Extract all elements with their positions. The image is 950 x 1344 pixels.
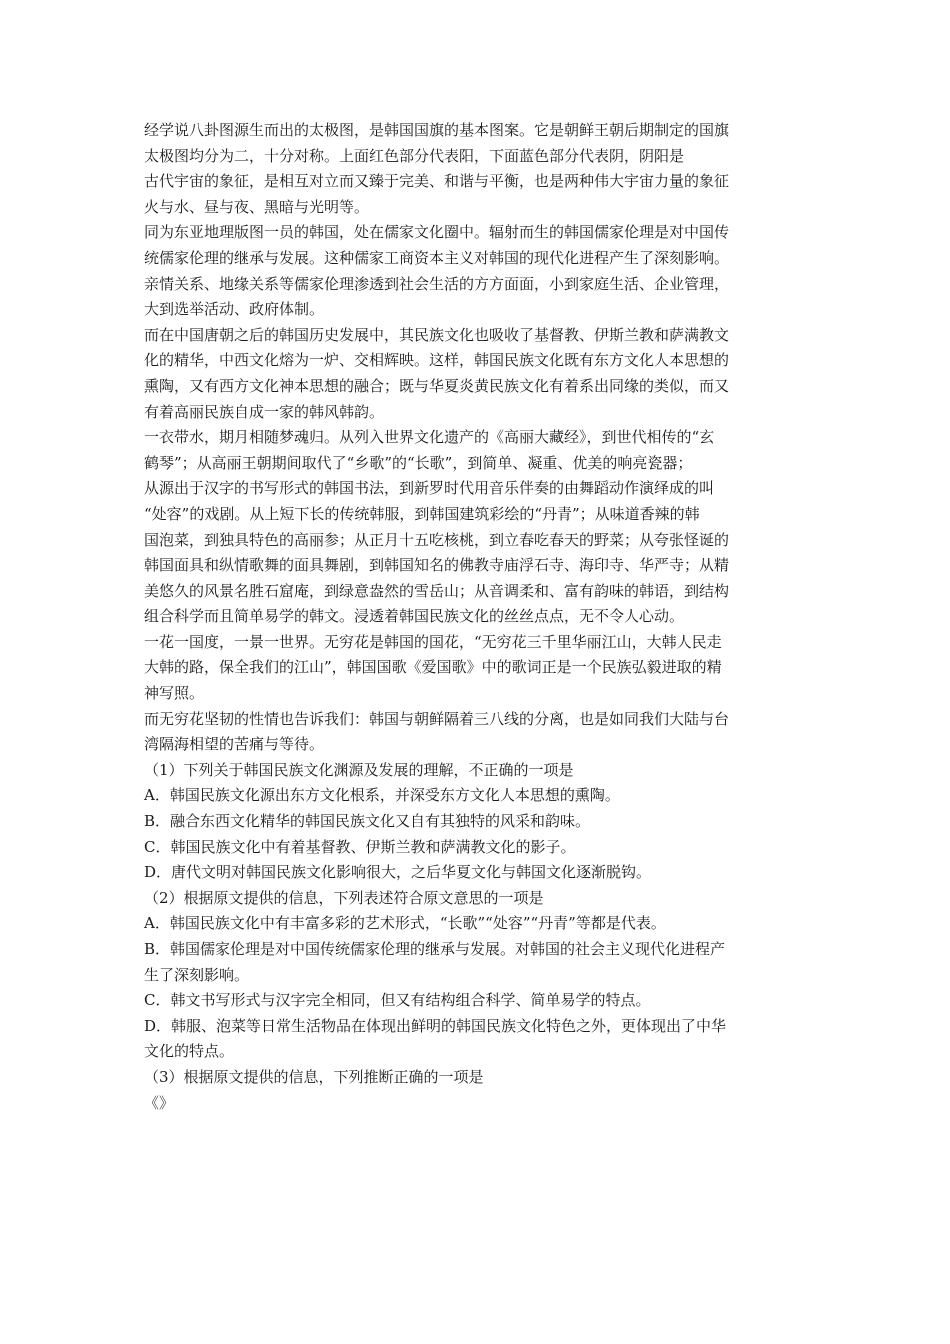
text-line: 亲情关系、地缘关系等儒家伦理渗透到社会生活的方方面面，小到家庭生活、企业管理， [144,274,730,293]
text-line: 太极图均分为二，十分对称。上面红色部分代表阳，下面蓝色部分代表阴，阴阳是 [144,146,685,165]
text-line: 化的精华，中西文化熔为一炉、交相辉映。这样，韩国民族文化既有东方文化人本思想的 [144,351,730,370]
text-line: 组合科学而且简单易学的韩文。浸透着韩国民族文化的丝丝点点，无不令人心动。 [144,607,685,626]
text-line: 熏陶，又有西方文化神本思想的融合；既与华夏炎黄民族文化有着系出同缘的类似，而又 [144,376,730,395]
text-line: 鹤琴”；从高丽王朝期间取代了“乡歌”的“长歌”，到简单、凝重、优美的响亮瓷器； [144,453,693,472]
text-line: 神写照。 [144,684,205,703]
text-line: 有着高丽民族自成一家的韩风韩韵。 [144,402,385,421]
text-line: 大韩的路，保全我们的江山”，韩国国歌《爱国歌》中的歌词正是一个民族弘毅进取的精 [144,658,722,677]
text-line: A．韩国民族文化中有丰富多彩的艺术形式，“长歌”“处容”“丹青”等都是代表。 [144,914,666,933]
text-line: 《》 [144,1093,175,1112]
text-line: A．韩国民族文化源出东方文化根系，并深受东方文化人本思想的熏陶。 [144,786,620,805]
text-line: 美悠久的风景名胜石窟庵，到绿意盎然的雪岳山；从音调柔和、富有韵味的韩语，到结构 [144,581,730,600]
text-line: 一衣带水，期月相随梦魂归。从列入世界文化遗产的《高丽大藏经》，到世代相传的“玄 [144,428,715,447]
text-line: “处容”的戏剧。从上短下长的传统韩服，到韩国建筑彩绘的“丹青”；从味道香辣的韩 [144,504,700,523]
text-line: D．韩服、泡菜等日常生活物品在体现出鲜明的韩国民族文化特色之外，更体现出了中华 [144,1016,727,1035]
text-line: 湾隔海相望的苦痛与等待。 [144,735,325,754]
text-line: 同为东亚地理版图一员的韩国，处在儒家文化圈中。辐射而生的韩国儒家伦理是对中国传 [144,223,730,242]
text-line: 火与水、昼与夜、黑暗与光明等。 [144,197,370,216]
text-line: C．韩文书写形式与汉字完全相同，但又有结构组合科学、简单易学的特点。 [144,991,651,1010]
text-line: （2）根据原文提供的信息，下列表述符合原文意思的一项是 [144,888,544,907]
text-line: B．韩国儒家伦理是对中国传统儒家伦理的继承与发展。对韩国的社会主义现代化进程产 [144,940,726,958]
text-line: 而在中国唐朝之后的韩国历史发展中，其民族文化也吸收了基督教、伊斯兰教和萨满教文 [144,325,730,344]
text-line: 国泡菜，到独具特色的高丽参；从正月十五吃核桃，到立春吃春天的野菜；从夸张怪诞的 [144,530,730,549]
text-line: C．韩国民族文化中有着基督教、伊斯兰教和萨满教文化的影子。 [144,837,576,856]
text-line: 从源出于汉字的书写形式的韩国书法，到新罗时代用音乐伴奏的由舞蹈动作演绎成的叫 [144,479,715,498]
document-page [144,118,812,1116]
text-line: 大到选举活动、政府体制。 [144,300,325,319]
text-line: 一花一国度，一景一世界。无穷花是韩国的国花，“无穷花三千里华丽江山，大韩人民走 [144,632,722,651]
text-line: 韩国面具和纵情歌舞的面具舞剧，到韩国知名的佛教寺庙浮石寺、海印寺、华严寺；从精 [144,556,730,575]
text-line: 统儒家伦理的继承与发展。这种儒家工商资本主义对韩国的现代化进程产生了深刻影响。 [144,248,730,267]
text-line: 文化的特点。 [144,1042,235,1061]
text-line: 生了深刻影响。 [144,965,250,984]
text-line: 古代宇宙的象征，是相互对立而又臻于完美、和谐与平衡，也是两种伟大宇宙力量的象征 [144,172,730,191]
text-line: D．唐代文明对韩国民族文化影响很大，之后华夏文化与韩国文化逐渐脱钩。 [144,863,652,882]
text-line: 而无穷花坚韧的性情也告诉我们：韩国与朝鲜隔着三八线的分离，也是如同我们大陆与台 [144,709,730,728]
text-line: B．融合东西文化精华的韩国民族文化又自有其独特的风采和韵味。 [144,812,591,831]
text-line: （1）下列关于韩国民族文化渊源及发展的理解，不正确的一项是 [144,760,574,779]
text-line: （3）根据原文提供的信息，下列推断正确的一项是 [144,1067,484,1086]
text-line: 经学说八卦图源生而出的太极图，是韩国国旗的基本图案。它是朝鲜王朝后期制定的国旗 [144,121,730,139]
